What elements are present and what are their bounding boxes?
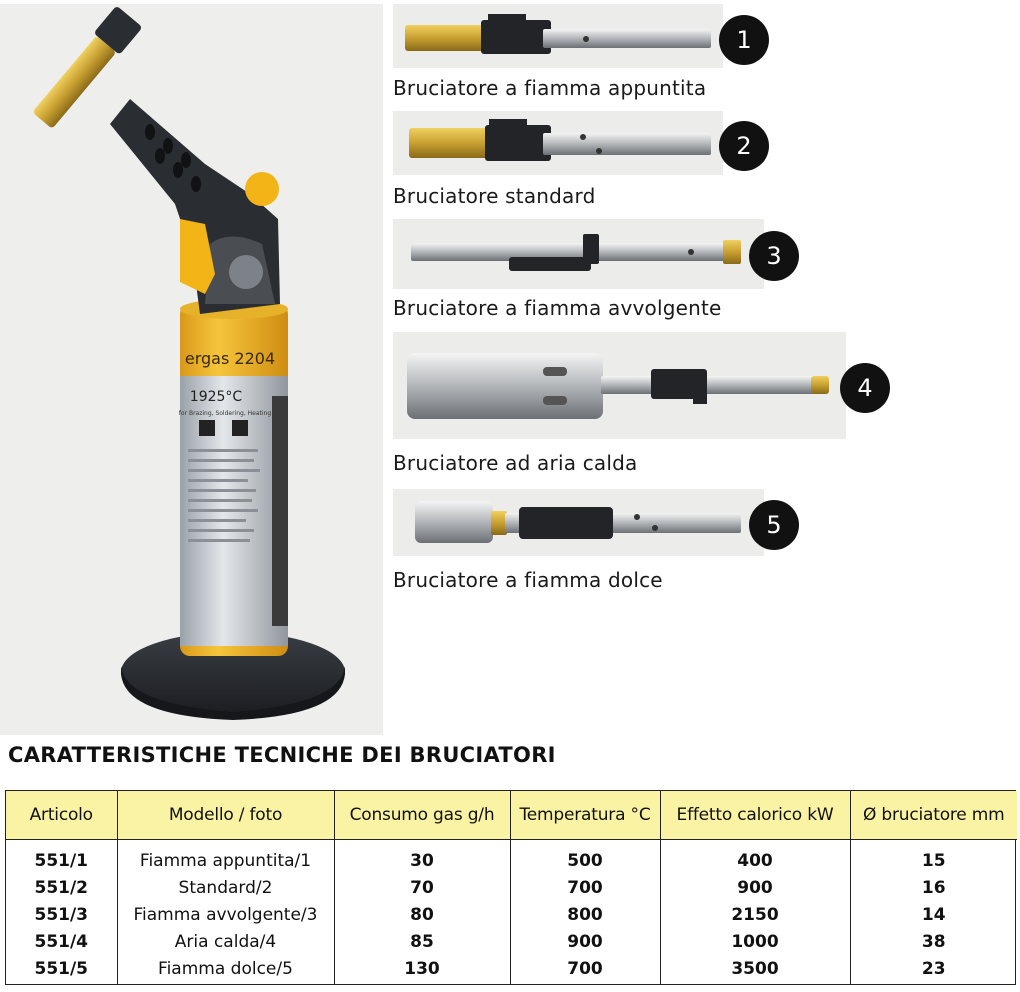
gas-torch-illustration: [0, 4, 383, 735]
table-cell: 14: [921, 905, 946, 925]
burner-image-4: [393, 332, 846, 439]
torch-photo: [0, 4, 383, 735]
can-subtext: for Brazing, Soldering, Heating: [178, 410, 272, 417]
header-articolo: Articolo: [6, 791, 117, 840]
burner-caption-2: Bruciatore standard: [393, 184, 596, 208]
table-cell: 700: [567, 878, 603, 898]
table-cell: 15: [921, 851, 946, 871]
burner-number-badge-2: 2: [719, 121, 769, 171]
table-cell: 80: [410, 905, 434, 925]
table-cell: 16: [921, 878, 946, 898]
table-cell: 551/1: [34, 851, 89, 871]
can-temperature-text: 1925°C: [189, 389, 243, 405]
table-cell: 130: [404, 959, 440, 979]
table-cell: 70: [410, 878, 434, 898]
table-cell: 900: [737, 878, 773, 898]
table-cell: 500: [567, 851, 603, 871]
table-title: CARATTERISTICHE TECNICHE DEI BRUCIATORI: [8, 743, 556, 767]
burner-number-badge-4: 4: [840, 363, 890, 413]
table-cell: 551/5: [34, 959, 89, 979]
column-diametro: [850, 840, 1017, 985]
table-body: [6, 840, 1017, 985]
table-cell: 900: [567, 932, 603, 952]
table-cell: 551/4: [34, 932, 89, 952]
table-cell: 800: [567, 905, 603, 925]
table-cell: 1000: [731, 932, 779, 952]
column-temperatura: [510, 840, 660, 985]
table-cell: 3500: [731, 959, 779, 979]
table-cell: 23: [921, 959, 946, 979]
table-cell: 85: [410, 932, 434, 952]
table-cell: 38: [921, 932, 946, 952]
burner-image-5: [393, 489, 764, 556]
header-temperatura: Temperatura °C: [510, 791, 660, 840]
header-diametro: Ø bruciatore mm: [850, 791, 1017, 840]
burner-caption-4: Bruciatore ad aria calda: [393, 451, 638, 475]
table-cell: Fiamma dolce/5: [158, 959, 293, 979]
burner-caption-3: Bruciatore a fiamma avvolgente: [393, 296, 722, 320]
burner-caption-1: Bruciatore a fiamma appuntita: [393, 76, 707, 100]
table-cell: 400: [737, 851, 773, 871]
burner-image-1: [393, 4, 723, 68]
table-cell: Standard/2: [178, 878, 273, 898]
header-consumo-gas: Consumo gas g/h: [334, 791, 510, 840]
burner-image-3: [393, 219, 764, 289]
table-cell: 2150: [731, 905, 779, 925]
table-cell: 30: [410, 851, 434, 871]
header-modello: Modello / foto: [117, 791, 334, 840]
can-label-text: ergas 2204: [184, 349, 276, 368]
table-cell: 551/2: [34, 878, 89, 898]
header-effetto-calorico: Effetto calorico kW: [660, 791, 850, 840]
table-cell: Fiamma avvolgente/3: [133, 905, 318, 925]
burner-number-badge-1: 1: [719, 15, 769, 65]
burner-image-2: [393, 111, 723, 175]
table-cell: Aria calda/4: [174, 932, 277, 952]
table-cell: 551/3: [34, 905, 89, 925]
burner-caption-5: Bruciatore a fiamma dolce: [393, 568, 663, 592]
burner-number-badge-5: 5: [749, 500, 799, 550]
burner-number-badge-3: 3: [749, 231, 799, 281]
table-header-row: [6, 791, 1017, 840]
spec-table: [5, 790, 1016, 985]
column-modello: [117, 840, 334, 985]
column-articolo: [6, 840, 117, 985]
column-consumo-gas: [334, 840, 510, 985]
table-cell: Fiamma appuntita/1: [139, 851, 312, 871]
column-effetto-calorico: [660, 840, 850, 985]
table-cell: 700: [567, 959, 603, 979]
